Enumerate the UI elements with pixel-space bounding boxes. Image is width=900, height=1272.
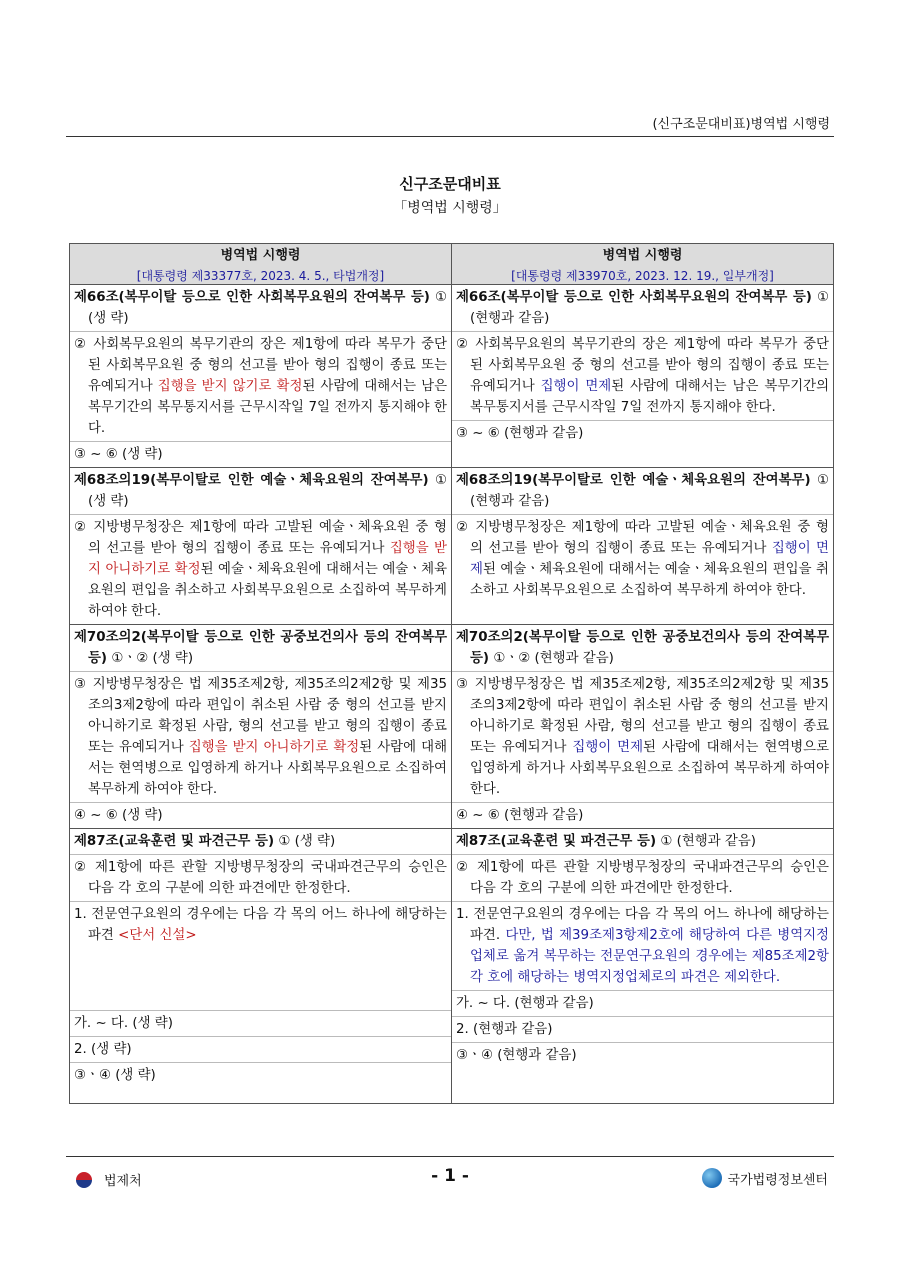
article-heading: 제66조(복무이탈 등으로 인한 사회복무요원의 잔여복무 등) ① (생 략)	[70, 285, 451, 332]
globe-logo-icon	[702, 1168, 722, 1188]
column-header-new	[452, 244, 834, 285]
article-heading: 제70조의2(복무이탈 등으로 인한 공중보건의사 등의 잔여복무 등) ①ㆍ② (현행과 같음)	[452, 625, 833, 672]
article-heading: 제87조(교육훈련 및 파견근무 등) ① (현행과 같음)	[452, 829, 833, 855]
document-title: 신구조문대비표	[399, 175, 501, 193]
comparison-table	[69, 243, 834, 1104]
deleted-text: 집행을 받지 않기로 확정	[157, 379, 303, 394]
paragraph: ② 사회복무요원의 복무기관의 장은 제1항에 따라 복무가 중단된 사회복무요원 중 형의 선고를 받아 형의 집행이 종료 또는 유예되거나 집행을 받지 않기로 확정된 사람에 대해서는 남은 복무기간의 복무통지서를 근무시작일 7일 전까지 통지해야 한다.	[70, 332, 451, 442]
item: 1. 전문연구요원의 경우에는 다음 각 목의 어느 하나에 해당하는 파견 <단서 신설>	[70, 902, 451, 1011]
column-sub-new: [대통령령 제33970호, 2023. 12. 19., 일부개정]	[511, 269, 774, 283]
column-sub-old: [대통령령 제33377호, 2023. 4. 5., 타법개정]	[136, 269, 385, 283]
column-title-old: 병역법 시행령	[220, 248, 301, 263]
deleted-text: 집행을 받지 아니하기로 확정	[88, 541, 447, 577]
amended-text: 집행이 면제	[572, 740, 644, 755]
new-article-87	[452, 829, 834, 1104]
paragraph: ③ 지방병무청장은 법 제35조제2항, 제35조의2제2항 및 제35조의3제2항에 따라 편입이 취소된 사람 중 형의 선고를 받지 아니하기로 확정된 사람, 형의 선고를 받고 형의 집행이 종료 또는 유예되거나 집행이 면제된 사람에 대해서는 현역병으로 입영하게 하거나 사회복무요원으로 소집하여 복무하게 하여야 한다.	[452, 672, 833, 803]
amended-text: 다만, 법 제39조제3항제2호에 해당하여 다른 병역지정업체로 옮겨 복무하는 전문연구요원의 경우에는 제85조제2항 각 호에 해당하는 병역지정업체로의 파견은 제외한다.	[470, 928, 829, 985]
article-heading: 제87조(교육훈련 및 파견근무 등) ① (생 략)	[70, 829, 451, 855]
column-title-new: 병역법 시행령	[602, 248, 683, 263]
old-article-68-19	[70, 468, 452, 625]
amended-text: 집행이 면제	[470, 541, 829, 577]
footer-org: 법제처	[104, 1174, 142, 1189]
new-article-70-2	[452, 625, 834, 829]
amended-text: 집행이 면제	[540, 379, 612, 394]
footer-rule	[66, 1156, 834, 1157]
deleted-text: <단서 신설>	[118, 928, 197, 943]
sub-item: 가. ~ 다. (생 략)	[70, 1011, 451, 1037]
article-heading: 제66조(복무이탈 등으로 인한 사회복무요원의 잔여복무 등) ① (현행과 같음)	[452, 285, 833, 332]
paragraph: ② 지방병무청장은 제1항에 따라 고발된 예술ㆍ체육요원 중 형의 선고를 받아 형의 집행이 종료 또는 유예되거나 집행이 면제된 예술ㆍ체육요원에 대해서는 예술ㆍ체육요원의 편입을 취소하고 사회복무요원으로 소집하여 복무하게 하여야 한다.	[456, 520, 829, 598]
paragraph: ④ ~ ⑥ (현행과 같음)	[456, 808, 584, 823]
paragraph: ② 지방병무청장은 제1항에 따라 고발된 예술ㆍ체육요원 중 형의 선고를 받아 형의 집행이 종료 또는 유예되거나 집행을 받지 아니하기로 확정된 예술ㆍ체육요원에 대해서는 예술ㆍ체육요원의 편입을 취소하고 사회복무요원으로 소집하여 복무하게 하여야 한다.	[74, 520, 448, 619]
item: 1. 전문연구요원의 경우에는 다음 각 목의 어느 하나에 해당하는 파견. 다만, 법 제39조제3항제2호에 해당하여 다른 병역지정업체로 옮겨 복무하는 전문연구요원의 경우에는 제85조제2항 각 호에 해당하는 병역지정업체로의 파견은 제외한다.	[452, 902, 833, 991]
article-heading: 제68조의19(복무이탈로 인한 예술ㆍ체육요원의 잔여복무) ① (현행과 같음)	[452, 468, 833, 515]
document-subtitle: 「병역법 시행령」	[393, 200, 507, 216]
footer-right	[702, 1168, 828, 1188]
paragraph: ② 사회복무요원의 복무기관의 장은 제1항에 따라 복무가 중단된 사회복무요원 중 형의 선고를 받아 형의 집행이 종료 또는 유예되거나 집행이 면제된 사람에 대해서는 남은 복무기간의 복무통지서를 근무시작일 7일 전까지 통지해야 한다.	[452, 332, 833, 421]
new-article-68-19	[452, 468, 834, 625]
paragraph: ② 제1항에 따른 관할 지방병무청장의 국내파견근무의 승인은 다음 각 호의 구분에 의한 파견에만 한정한다.	[452, 855, 833, 902]
deleted-text: 집행을 받지 아니하기로 확정	[188, 740, 360, 755]
new-article-66	[452, 285, 834, 468]
item: 2. (생 략)	[70, 1037, 451, 1063]
old-article-70-2	[70, 625, 452, 829]
top-rule	[66, 136, 834, 137]
sub-item: 가. ~ 다. (현행과 같음)	[452, 991, 833, 1017]
column-header-old	[70, 244, 452, 285]
paragraph: ③ㆍ④ (생 략)	[74, 1068, 156, 1083]
page-number: - 1 -	[431, 1166, 469, 1186]
paragraph: ④ ~ ⑥ (생 략)	[74, 808, 163, 823]
old-article-87	[70, 829, 452, 1104]
item: 2. (현행과 같음)	[452, 1017, 833, 1043]
paragraph: ③ ~ ⑥ (생 략)	[74, 447, 163, 462]
paragraph: ② 제1항에 따른 관할 지방병무청장의 국내파견근무의 승인은 다음 각 호의 구분에 의한 파견에만 한정한다.	[70, 855, 451, 902]
article-heading: 제68조의19(복무이탈로 인한 예술ㆍ체육요원의 잔여복무) ① (생 략)	[70, 468, 451, 515]
running-header: (신구조문대비표)병역법 시행령	[652, 117, 830, 132]
paragraph: ③ ~ ⑥ (현행과 같음)	[456, 426, 584, 441]
article-heading: 제70조의2(복무이탈 등으로 인한 공중보건의사 등의 잔여복무 등) ①ㆍ② (생 략)	[70, 625, 451, 672]
paragraph: ③ㆍ④ (현행과 같음)	[456, 1048, 577, 1063]
footer-center-name: 국가법령정보센터	[727, 1172, 828, 1188]
old-article-66	[70, 285, 452, 468]
paragraph: ③ 지방병무청장은 법 제35조제2항, 제35조의2제2항 및 제35조의3제2항에 따라 편입이 취소된 사람 중 형의 선고를 받지 아니하기로 확정된 사람, 형의 선고를 받고 형의 집행이 종료 또는 유예되거나 집행을 받지 아니하기로 확정된 사람에 대해서는 현역병으로 입영하게 하거나 사회복무요원으로 소집하여 복무하게 하여야 한다.	[70, 672, 451, 803]
